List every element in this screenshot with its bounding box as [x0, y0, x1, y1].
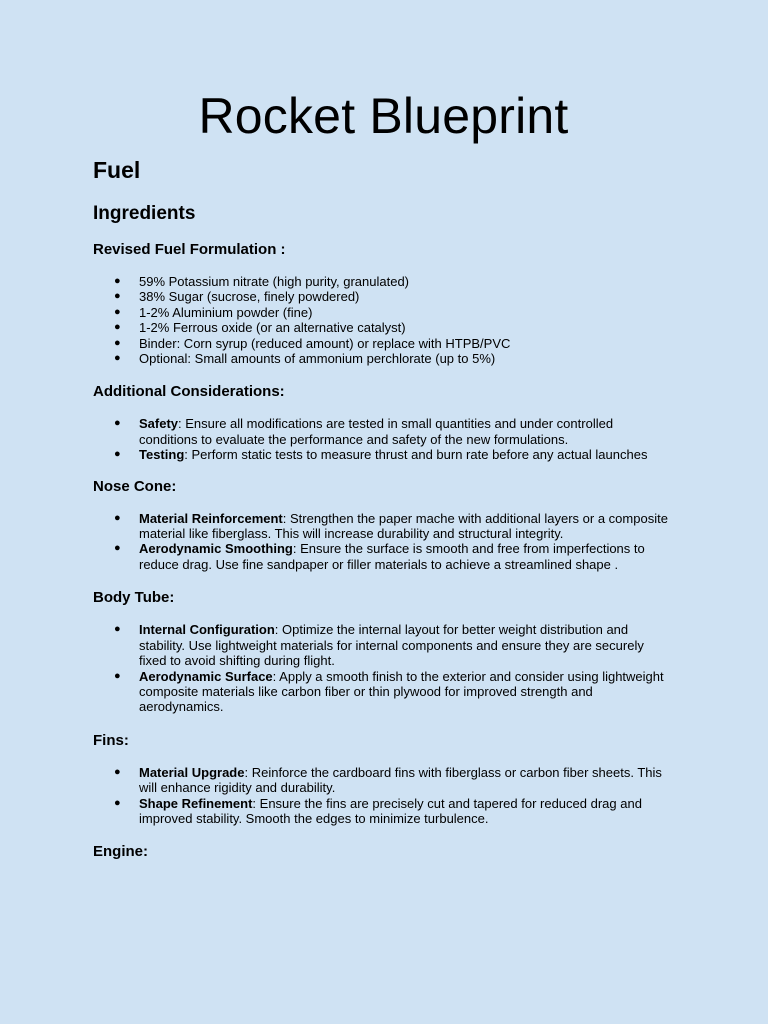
list-item-term: Aerodynamic Smoothing — [139, 541, 293, 557]
bullet-icon: ● — [114, 275, 121, 287]
heading-additional-considerations: Additional Considerations: — [93, 383, 285, 401]
list-item — [114, 510, 674, 542]
document-title: Rocket Blueprint — [198, 88, 569, 144]
considerations-list — [93, 416, 674, 462]
bullet-icon: ● — [114, 417, 121, 430]
bullet-icon: ● — [114, 542, 121, 555]
list-item-text: 1-2% Aluminium powder (fine) — [139, 304, 313, 320]
list-item-text: : Strengthen the paper mache with additional layers or a composite material like fiberglass. This will increase durability and structural integrity. — [139, 510, 668, 542]
list-item — [114, 320, 674, 336]
bullet-icon: ● — [114, 290, 121, 303]
list-item-text: : Apply a smooth finish to the exterior and consider using lightweight composite materials like carbon fiber or thin plywood for improved strength and aerodynamics. — [139, 668, 664, 715]
body-tube-list — [93, 622, 674, 714]
bullet-icon: ● — [114, 336, 121, 349]
list-item-term: Shape Refinement — [139, 795, 253, 811]
bullet-icon: ● — [114, 448, 121, 461]
fins-list — [93, 765, 674, 827]
list-item-text: Optional: Small amounts of ammonium perchlorate (up to 5%) — [139, 351, 496, 367]
bullet-icon: ● — [114, 796, 121, 809]
list-item — [114, 622, 674, 669]
list-item — [114, 351, 674, 367]
bullet-icon: ● — [114, 765, 121, 778]
nose-cone-list — [93, 511, 674, 573]
list-item-text: 59% Potassium nitrate (high purity, granulated) — [139, 274, 410, 289]
list-item — [114, 668, 674, 715]
bullet-icon: ● — [114, 352, 121, 365]
list-item-text: : Optimize the internal layout for better weight distribution and stability. Use lightweight materials for internal components and ensure they are securely fixed to avoid shifting during flight. — [139, 622, 644, 669]
list-item-text: : Ensure the surface is smooth and free from imperfections to reduce drag. Use fine sandpaper or filler materials to achieve a streamlined shape . — [139, 541, 645, 572]
list-item-text: : Reinforce the cardboard fins with fiberglass or carbon fiber sheets. This will enhance rigidity and durability. — [139, 764, 662, 796]
list-item — [114, 795, 674, 827]
bullet-icon: ● — [114, 511, 121, 524]
heading-nose-cone: Nose Cone: — [93, 477, 177, 495]
heading-fuel-formulation: Revised Fuel Formulation : — [93, 241, 286, 258]
list-item-text: 38% Sugar (sucrose, finely powdered) — [139, 289, 360, 305]
list-item-term: Aerodynamic Surface — [139, 668, 273, 684]
list-item-text: 1-2% Ferrous oxide (or an alternative catalyst) — [139, 320, 406, 336]
list-item-text: : Ensure the fins are precisely cut and tapered for reduced drag and improved stability. Smooth the edges to minimize turbulence. — [139, 795, 642, 826]
list-item-term: Safety — [139, 416, 179, 432]
list-item — [114, 335, 674, 351]
heading-fins: Fins: — [93, 731, 129, 749]
list-item-term: Material Upgrade — [139, 764, 245, 780]
list-item-term: Internal Configuration — [139, 622, 275, 638]
list-item-text: Binder: Corn syrup (reduced amount) or replace with HTPB/PVC — [139, 335, 511, 351]
fuel-formulation-list — [93, 274, 674, 366]
heading-engine: Engine: — [93, 843, 148, 861]
list-item — [114, 289, 674, 305]
list-item-term: Material Reinforcement — [139, 510, 283, 526]
list-item — [114, 447, 674, 463]
list-item — [114, 764, 674, 796]
list-item — [114, 416, 674, 447]
bullet-icon: ● — [114, 321, 121, 334]
heading-body-tube: Body Tube: — [93, 589, 175, 607]
bullet-icon: ● — [114, 669, 121, 682]
list-item — [114, 304, 674, 320]
list-item — [114, 541, 674, 572]
bullet-icon: ● — [114, 305, 121, 318]
list-item-text: : Ensure all modifications are tested in small quantities and under controlled conditions to evaluate the performance and safety of the new formulations. — [139, 416, 614, 447]
list-item-term: Testing — [139, 447, 185, 463]
section-heading-fuel: Fuel — [93, 157, 141, 183]
list-item-text: : Perform static tests to measure thrust and burn rate before any actual launches — [184, 447, 648, 463]
subsection-heading-ingredients: Ingredients — [93, 203, 196, 224]
list-item — [114, 274, 674, 289]
bullet-icon: ● — [114, 623, 121, 636]
